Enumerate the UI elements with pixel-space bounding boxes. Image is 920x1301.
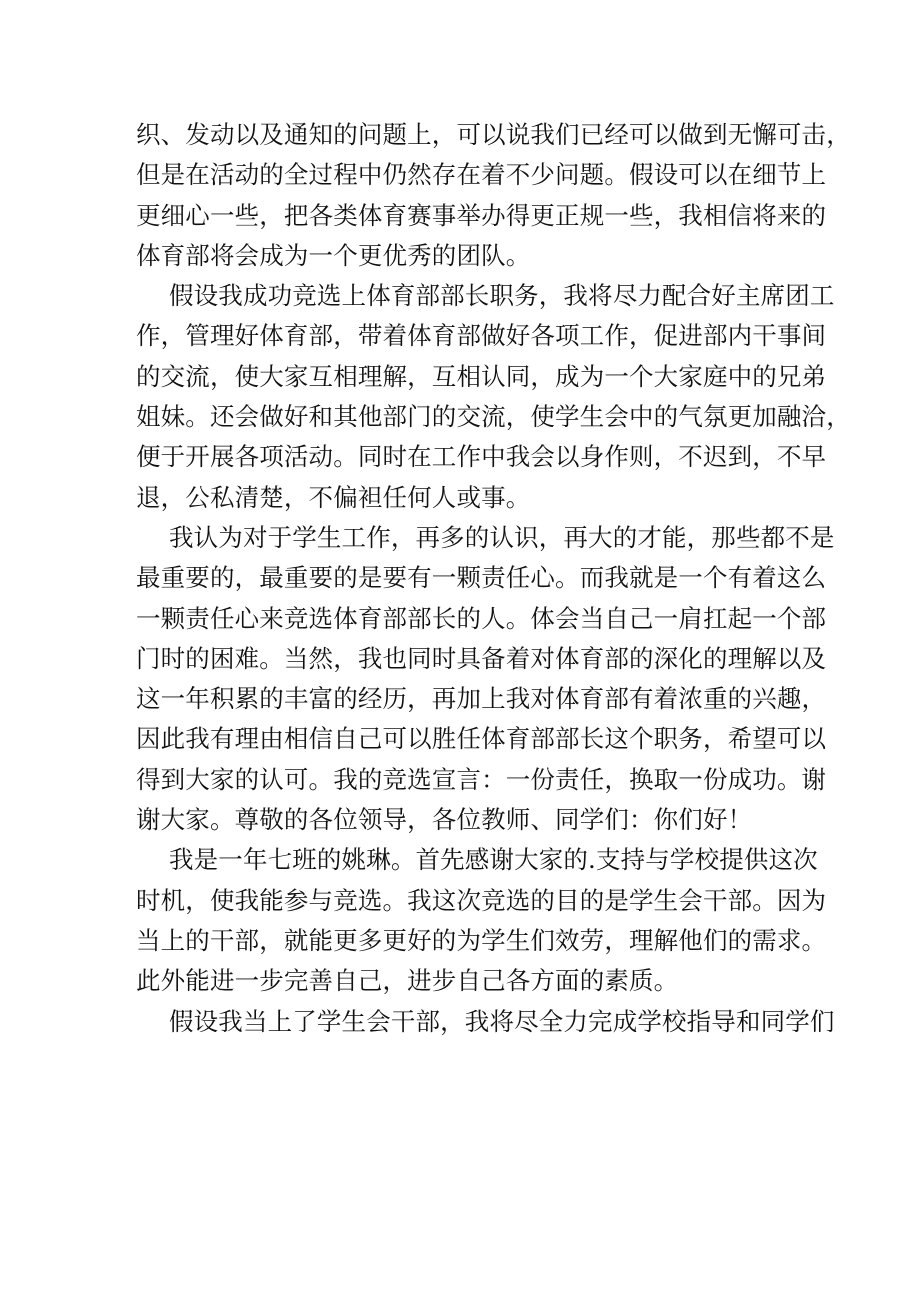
text-line: 作，管理好体育部，带着体育部做好各项工作，促进部内干事间 (136, 321, 827, 351)
text-line: 姐妹。还会做好和其他部门的交流，使学生会中的气氛更加融洽， (136, 402, 851, 432)
text-line: 时机，使我能参与竞选。我这次竞选的目的是学生会干部。因为 (136, 885, 827, 915)
text-line: 当上的干部，就能更多更好的为学生们效劳，理解他们的需求。 (136, 925, 827, 955)
paragraph-first-line: 我是一年七班的姚琳。首先感谢大家的.支持与学校提供这次 (169, 845, 818, 875)
text-line: 但是在活动的全过程中仍然存在着不少问题。假设可以在细节上 (136, 160, 827, 190)
text-line: 这一年积累的丰富的经历，再加上我对体育部有着浓重的兴趣， (136, 684, 827, 714)
paragraph-first-line: 我认为对于学生工作，再多的认识，再大的才能，那些都不是 (169, 522, 835, 552)
text-line: 此外能进一步完善自己，进步自己各方面的素质。 (136, 966, 679, 996)
text-line: 得到大家的认可。我的竞选宣言：一份责任，换取一份成功。谢 (136, 764, 827, 794)
text-line: 一颗责任心来竞选体育部部长的人。体会当自己一肩扛起一个部 (136, 603, 827, 633)
text-line: 门时的困难。当然，我也同时具备着对体育部的深化的理解以及 (136, 643, 827, 673)
text-line: 体育部将会成为一个更优秀的团队。 (136, 240, 531, 270)
text-line: 谢大家。尊敬的各位领导，各位教师、同学们：你们好！ (136, 805, 753, 835)
paragraph-first-line: 假设我成功竞选上体育部部长职务，我将尽力配合好主席团工 (169, 281, 835, 311)
paragraph-first-line: 假设我当上了学生会干部，我将尽全力完成学校指导和同学们 (169, 1006, 835, 1036)
text-line: 的交流，使大家互相理解，互相认同，成为一个大家庭中的兄弟 (136, 361, 827, 391)
text-line: 退，公私清楚，不偏袒任何人或事。 (136, 482, 531, 512)
body-text (136, 115, 851, 1042)
text-line: 因此我有理由相信自己可以胜任体育部部长这个职务，希望可以 (136, 724, 827, 754)
text-line: 最重要的，最重要的是要有一颗责任心。而我就是一个有着这么 (136, 563, 827, 593)
text-line: 织、发动以及通知的问题上，可以说我们已经可以做到无懈可击， (136, 120, 851, 149)
text-line: 更细心一些，把各类体育赛事举办得更正规一些，我相信将来的 (136, 200, 827, 230)
text-line: 便于开展各项活动。同时在工作中我会以身作则，不迟到，不早 (136, 442, 827, 472)
